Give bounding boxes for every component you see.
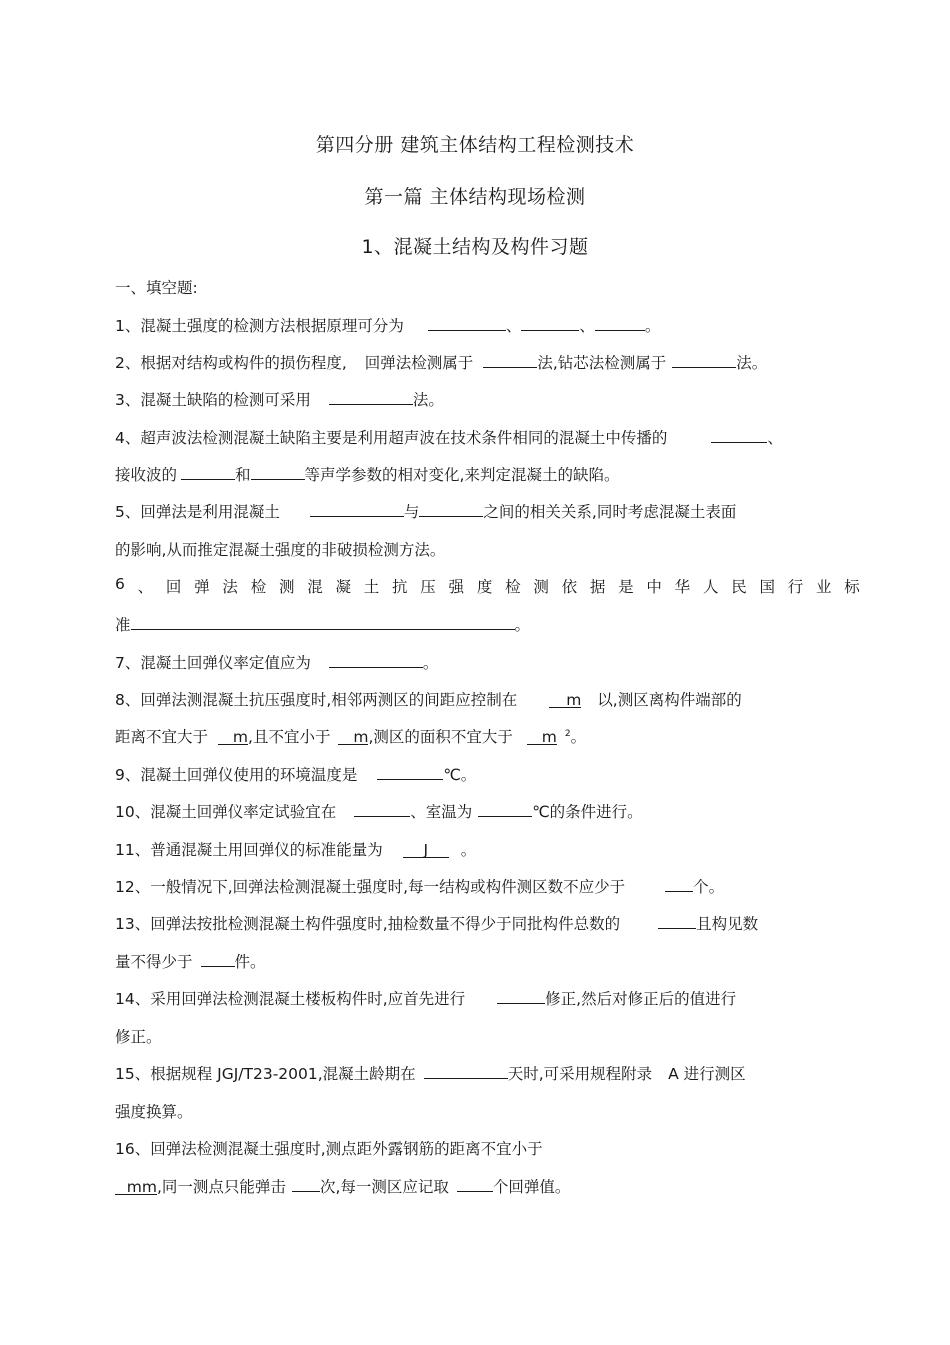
blank [310, 502, 404, 517]
q7-text: 。 [422, 654, 439, 672]
q6-char: 是 [618, 578, 634, 596]
q8-text: 以,测区离构件端部的 [597, 691, 742, 709]
q6-char: 6 [115, 575, 125, 593]
q6-char: 检 [250, 578, 267, 596]
blank [457, 1177, 493, 1192]
question-10 [115, 800, 643, 822]
q6-char: 中 [646, 578, 662, 596]
blank [354, 802, 410, 817]
superscript: 2 [564, 728, 571, 739]
question-4-line-1 [115, 426, 783, 448]
q4-text: 、 [767, 429, 783, 447]
q11-text: 。 [460, 841, 477, 859]
q6-text: 。 [514, 616, 531, 634]
q2-text: 2、根据对结构或构件的损伤程度, [115, 354, 347, 372]
q16-text: 次,每一测区应记取 [319, 1178, 449, 1196]
q5-text: 与 [403, 503, 420, 521]
question-6-line-1 [115, 575, 860, 597]
q15-text: 15、根据规程 JGJ/T23-2001,混凝土龄期在 [115, 1065, 416, 1083]
q10-text: 、室温为 [410, 803, 473, 821]
unit-blank: J [403, 843, 449, 858]
q5-text: 5、回弹法是利用混凝土 [115, 503, 280, 521]
unit-blank: m [218, 730, 248, 745]
q10-text: 10、混凝土回弹仪率定试验宜在 [115, 803, 337, 821]
q8-text: 。 [570, 728, 587, 746]
q12-text: 12、一般情况下,回弹法检测混凝土强度时,每一结构或构件测区数不应少于 [115, 878, 626, 896]
question-15-line-2: 强度换算。 [115, 1103, 193, 1121]
blank [329, 653, 423, 668]
question-16-line-2 [115, 1175, 570, 1197]
q6-char: 标 [844, 578, 860, 596]
q6-char: 压 [420, 578, 436, 596]
q6-char: 据 [589, 578, 606, 596]
question-2 [115, 351, 767, 373]
question-8-line-2 [115, 725, 586, 747]
question-13-line-2 [115, 950, 266, 972]
q6-char: 国 [759, 578, 775, 596]
blank [672, 353, 736, 368]
unit-blank: mm [115, 1180, 157, 1195]
part-title: 第一篇 主体结构现场检测 [364, 186, 586, 208]
q6-char: 、 [137, 578, 154, 596]
question-5-line-1 [115, 500, 736, 522]
q8-text: ,测区的面积不宜大于 [368, 728, 513, 746]
q6-char: 法 [222, 578, 238, 596]
question-5-line-2: 的影响,从而推定混凝土强度的非破损检测方法。 [115, 541, 446, 559]
q6-char: 华 [674, 578, 691, 596]
blank [595, 316, 645, 331]
q10-text: ℃的条件进行。 [532, 803, 643, 821]
blank [377, 765, 443, 780]
q6-char: 强 [448, 578, 465, 596]
q8-text: 距离不宜大于 [115, 728, 209, 746]
q16-text: ,同一测点只能弹击 [157, 1178, 286, 1196]
blank [419, 502, 483, 517]
q15-text: 天时,可采用规程附录 [507, 1065, 653, 1083]
section-heading: 一、填空题: [115, 279, 198, 297]
question-4-line-2 [115, 463, 619, 485]
blank [711, 428, 767, 443]
blank [428, 316, 506, 331]
question-12 [115, 875, 724, 897]
blank [251, 465, 305, 480]
q12-text: 个。 [693, 878, 725, 896]
blank [658, 914, 696, 929]
q11-text: 11、普通混凝土用回弹仪的标准能量为 [115, 841, 383, 859]
blank [483, 353, 537, 368]
question-15-line-1 [115, 1062, 746, 1084]
blank [478, 802, 532, 817]
q3-text: 3、混凝土缺陷的检测可采用 [115, 391, 311, 409]
q4-text: 接收波的 [115, 466, 178, 484]
q6-char: 凝 [335, 578, 351, 596]
unit-blank: m [549, 693, 581, 708]
blank [521, 316, 579, 331]
q4-text: 等声学参数的相对变化,来判定混凝土的缺陷。 [304, 466, 620, 484]
q6-char: 弹 [194, 578, 210, 596]
question-3 [115, 388, 444, 410]
q2-text: 法。 [736, 354, 768, 372]
q15-text: A 进行测区 [668, 1065, 746, 1083]
question-16-line-1: 16、回弹法检测混凝土强度时,测点距外露钢筋的距离不宜小于 [115, 1140, 543, 1158]
blank [329, 390, 413, 405]
q6-char: 人 [702, 578, 719, 596]
q4-text: 和 [235, 466, 251, 484]
q14-text: 14、采用回弹法检测混凝土楼板构件时,应首先进行 [115, 990, 466, 1008]
question-7 [115, 651, 438, 673]
q6-char: 检 [505, 578, 521, 596]
q6-char: 度 [476, 578, 493, 596]
question-6-line-2 [115, 613, 530, 635]
q3-text: 法。 [412, 391, 444, 409]
q6-char: 依 [561, 578, 578, 596]
question-11 [115, 838, 476, 860]
q16-text: 个回弹值。 [492, 1178, 571, 1196]
blank [201, 952, 235, 967]
q2-text: 法,钻芯法检测属于 [537, 354, 667, 372]
q4-text: 4、超声波法检测混凝土缺陷主要是利用超声波在技术条件相同的混凝土中传播的 [115, 429, 668, 447]
q6-char: 抗 [392, 578, 408, 596]
question-9 [115, 763, 476, 785]
q6-text: 准 [115, 616, 131, 634]
q8-text: 8、回弹法测混凝土抗压强度时,相邻两测区的间距应控制在 [115, 691, 518, 709]
q9-text: ℃。 [443, 766, 477, 784]
q9-text: 9、混凝土回弹仪使用的环境温度是 [115, 766, 358, 784]
q13-text: 量不得少于 [115, 953, 193, 971]
q6-char: 回 [165, 578, 182, 596]
q7-text: 7、混凝土回弹仪率定值应为 [115, 654, 311, 672]
q6-char: 测 [533, 578, 549, 596]
question-8-line-1 [115, 688, 742, 710]
q8-text: ,且不宜小于 [248, 728, 331, 746]
q5-text: 之间的相关关系,同时考虑混凝土表面 [483, 503, 737, 521]
q6-char: 测 [278, 578, 295, 596]
question-13-line-1 [115, 912, 758, 934]
unit-blank: m [338, 730, 368, 745]
q6-char: 土 [363, 578, 380, 596]
q2-text: 回弹法检测属于 [364, 354, 474, 372]
q13-text: 且构见数 [696, 915, 759, 933]
unit-blank: m [527, 730, 557, 745]
q1-sep: 、 [579, 317, 595, 335]
question-14-line-2: 修正。 [115, 1028, 162, 1046]
blank [181, 465, 235, 480]
blank [292, 1177, 320, 1192]
blank [497, 989, 545, 1004]
blank [665, 877, 693, 892]
q1-sep: 、 [505, 317, 522, 335]
q6-char: 混 [307, 578, 323, 596]
blank [131, 615, 515, 630]
q14-text: 修正,然后对修正后的值进行 [545, 990, 737, 1008]
q6-char: 行 [787, 578, 804, 596]
q6-char: 业 [816, 578, 832, 596]
q1-end: 。 [644, 317, 661, 335]
blank [424, 1064, 508, 1079]
q1-text: 1、混凝土强度的检测方法根据原理可分为 [115, 317, 404, 335]
q6-char: 民 [731, 578, 747, 596]
volume-title: 第四分册 建筑主体结构工程检测技术 [315, 134, 635, 156]
q13-text: 件。 [234, 953, 266, 971]
chapter-title: 1、混凝土结构及构件习题 [361, 236, 589, 258]
question-1 [115, 314, 660, 336]
question-14-line-1 [115, 987, 736, 1009]
q13-text: 13、回弹法按批检测混凝土构件强度时,抽检数量不得少于同批构件总数的 [115, 915, 621, 933]
